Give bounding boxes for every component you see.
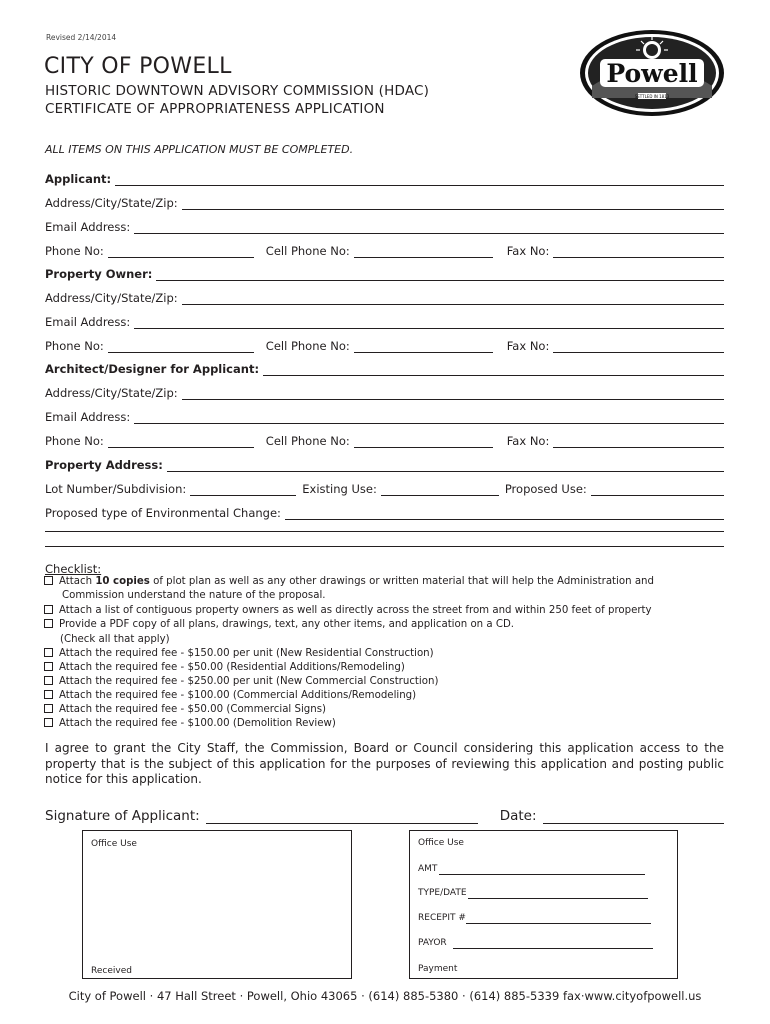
architect-label: Architect/Designer for Applicant: (45, 362, 260, 376)
env-change-line-2[interactable] (45, 531, 724, 532)
footer-town: Powell, Ohio 43065 (246, 989, 358, 1003)
architect-email-label: Email Address: (45, 410, 131, 424)
lot-field[interactable] (190, 483, 296, 496)
received-label: Received (91, 966, 132, 976)
owner-row (45, 265, 724, 281)
owner-email-field[interactable] (134, 316, 724, 329)
checklist-item-pdf: Provide a PDF copy of all plans, drawings, text, any other items, and application on a CD. (44, 618, 514, 632)
check-all-note: (Check all that apply) (60, 634, 170, 645)
owner-label: Property Owner: (45, 267, 153, 281)
agreement-text: I agree to grant the City Staff, the Commission, Board or Council considering this application access to the property that is the subject of this application for the purposes of reviewing this application and posting public notice for this application. (45, 741, 724, 786)
env-change-row (45, 504, 724, 520)
fee-item: Attach the required fee - $100.00 (Commercial Additions/Remodeling) (44, 689, 416, 703)
checkbox[interactable] (44, 690, 53, 699)
checkbox[interactable] (44, 619, 53, 628)
proposed-use-field[interactable] (591, 483, 724, 496)
owner-phone-row (45, 337, 724, 353)
applicant-field[interactable] (115, 173, 724, 186)
date-field[interactable] (543, 809, 724, 824)
payment-label: Payment (418, 964, 458, 974)
architect-phone-field[interactable] (108, 435, 254, 448)
instructions: ALL ITEMS ON THIS APPLICATION MUST BE COMPLETED. (45, 143, 354, 156)
applicant-phone-row (45, 242, 724, 258)
form-name: CERTIFICATE OF APPROPRIATENESS APPLICATION (45, 101, 385, 117)
checklist-title: Checklist: (45, 562, 102, 576)
env-change-label: Proposed type of Environmental Change: (45, 506, 281, 520)
architect-cell-label: Cell Phone No: (265, 434, 350, 448)
revised-date: Revised 2/14/2014 (46, 33, 117, 42)
checkbox[interactable] (44, 718, 53, 727)
office-use-label: Office Use (418, 838, 464, 848)
architect-phone-row (45, 432, 724, 448)
owner-email-row (45, 313, 724, 329)
footer-address: 47 Hall Street (156, 989, 236, 1003)
applicant-email-field[interactable] (134, 221, 724, 234)
fee-item: Attach the required fee - $50.00 (Commercial Signs) (44, 703, 326, 717)
env-change-field[interactable] (285, 507, 724, 520)
office-use-label: Office Use (91, 839, 137, 849)
env-change-line-3[interactable] (45, 546, 724, 547)
amt-field[interactable] (439, 874, 645, 875)
lot-label: Lot Number/Subdivision: (45, 482, 187, 496)
footer-website[interactable]: www.cityofpowell.us (584, 989, 702, 1003)
fee-item: Attach the required fee - $100.00 (Demolition Review) (44, 717, 336, 731)
checkbox[interactable] (44, 662, 53, 671)
signature-row (45, 806, 724, 824)
checklist-item-owners: Attach a list of contiguous property owners as well as directly across the street from and within 250 feet of property (44, 604, 652, 618)
applicant-label: Applicant: (45, 172, 112, 186)
architect-address-label: Address/City/State/Zip: (45, 386, 178, 400)
payor-label: PAYOR (418, 938, 447, 948)
applicant-email-row (45, 218, 724, 234)
owner-address-label: Address/City/State/Zip: (45, 291, 178, 305)
owner-address-row (45, 289, 724, 305)
property-address-row (45, 456, 724, 472)
applicant-email-label: Email Address: (45, 220, 131, 234)
owner-fax-field[interactable] (553, 340, 724, 353)
amt-label: AMT (418, 864, 438, 874)
owner-cell-field[interactable] (354, 340, 493, 353)
applicant-address-label: Address/City/State/Zip: (45, 196, 178, 210)
applicant-cell-field[interactable] (354, 245, 493, 258)
receipt-field[interactable] (466, 923, 651, 924)
date-label: Date: (499, 808, 537, 824)
property-address-label: Property Address: (45, 458, 163, 472)
signature-label: Signature of Applicant: (45, 808, 200, 824)
footer-city: City of Powell (68, 989, 146, 1003)
type-date-label: TYPE/DATE (418, 888, 467, 898)
checklist-item-copies-cont: Commission understand the nature of the proposal. (62, 590, 326, 601)
existing-use-label: Existing Use: (302, 482, 377, 496)
checkbox[interactable] (44, 704, 53, 713)
applicant-phone-field[interactable] (108, 245, 254, 258)
architect-email-field[interactable] (134, 411, 724, 424)
type-date-field[interactable] (468, 898, 648, 899)
applicant-fax-label: Fax No: (506, 244, 550, 258)
architect-fax-field[interactable] (553, 435, 724, 448)
owner-cell-label: Cell Phone No: (265, 339, 350, 353)
property-address-field[interactable] (167, 459, 724, 472)
checkbox[interactable] (44, 576, 53, 585)
owner-phone-label: Phone No: (45, 339, 104, 353)
owner-email-label: Email Address: (45, 315, 131, 329)
checkbox[interactable] (44, 605, 53, 614)
architect-fax-label: Fax No: (506, 434, 550, 448)
architect-field[interactable] (263, 363, 724, 376)
architect-address-row (45, 384, 724, 400)
architect-row (45, 360, 724, 376)
applicant-address-row (45, 194, 724, 210)
logo-subtext: SETTLED IN 1813 (634, 94, 670, 99)
fee-item: Attach the required fee - $150.00 per unit (New Residential Construction) (44, 647, 434, 661)
applicant-address-field[interactable] (182, 197, 724, 210)
fee-item: Attach the required fee - $250.00 per unit (New Commercial Construction) (44, 675, 438, 689)
applicant-row (45, 170, 724, 186)
existing-use-field[interactable] (381, 483, 499, 496)
owner-address-field[interactable] (182, 292, 724, 305)
architect-cell-field[interactable] (354, 435, 493, 448)
checkbox[interactable] (44, 676, 53, 685)
office-use-received-box (82, 830, 352, 979)
applicant-phone-label: Phone No: (45, 244, 104, 258)
applicant-fax-field[interactable] (553, 245, 724, 258)
footer-contact: City of Powell · 47 Hall Street · Powell, Ohio 43065 · (614) 885-5380 · (614) 885-5339 fax·www.cityofpowell.us (68, 989, 702, 1003)
architect-phone-label: Phone No: (45, 434, 104, 448)
architect-email-row (45, 408, 724, 424)
signature-field[interactable] (206, 809, 478, 824)
fee-item: Attach the required fee - $50.00 (Residential Additions/Remodeling) (44, 661, 405, 675)
commission-name: HISTORIC DOWNTOWN ADVISORY COMMISSION (HDAC) (45, 83, 430, 99)
owner-fax-label: Fax No: (506, 339, 550, 353)
proposed-use-label: Proposed Use: (504, 482, 587, 496)
applicant-cell-label: Cell Phone No: (265, 244, 350, 258)
city-seal-logo (578, 28, 726, 118)
receipt-label: RECEPIT # (418, 913, 466, 923)
footer-fax: (614) 885-5339 fax (469, 989, 581, 1003)
owner-phone-field[interactable] (108, 340, 254, 353)
logo-wordmark: Powell (606, 59, 698, 88)
checklist-item-copies: Attach 10 copies of plot plan as well as any other drawings or written material that will help the Administration and (44, 575, 654, 589)
lot-use-row (45, 480, 724, 496)
payor-field[interactable] (453, 948, 653, 949)
footer-phone: (614) 885-5380 (368, 989, 459, 1003)
owner-field[interactable] (156, 268, 724, 281)
architect-address-field[interactable] (182, 387, 724, 400)
office-use-payment-box (409, 830, 678, 979)
checkbox[interactable] (44, 648, 53, 657)
page-title: CITY OF POWELL (44, 54, 232, 79)
